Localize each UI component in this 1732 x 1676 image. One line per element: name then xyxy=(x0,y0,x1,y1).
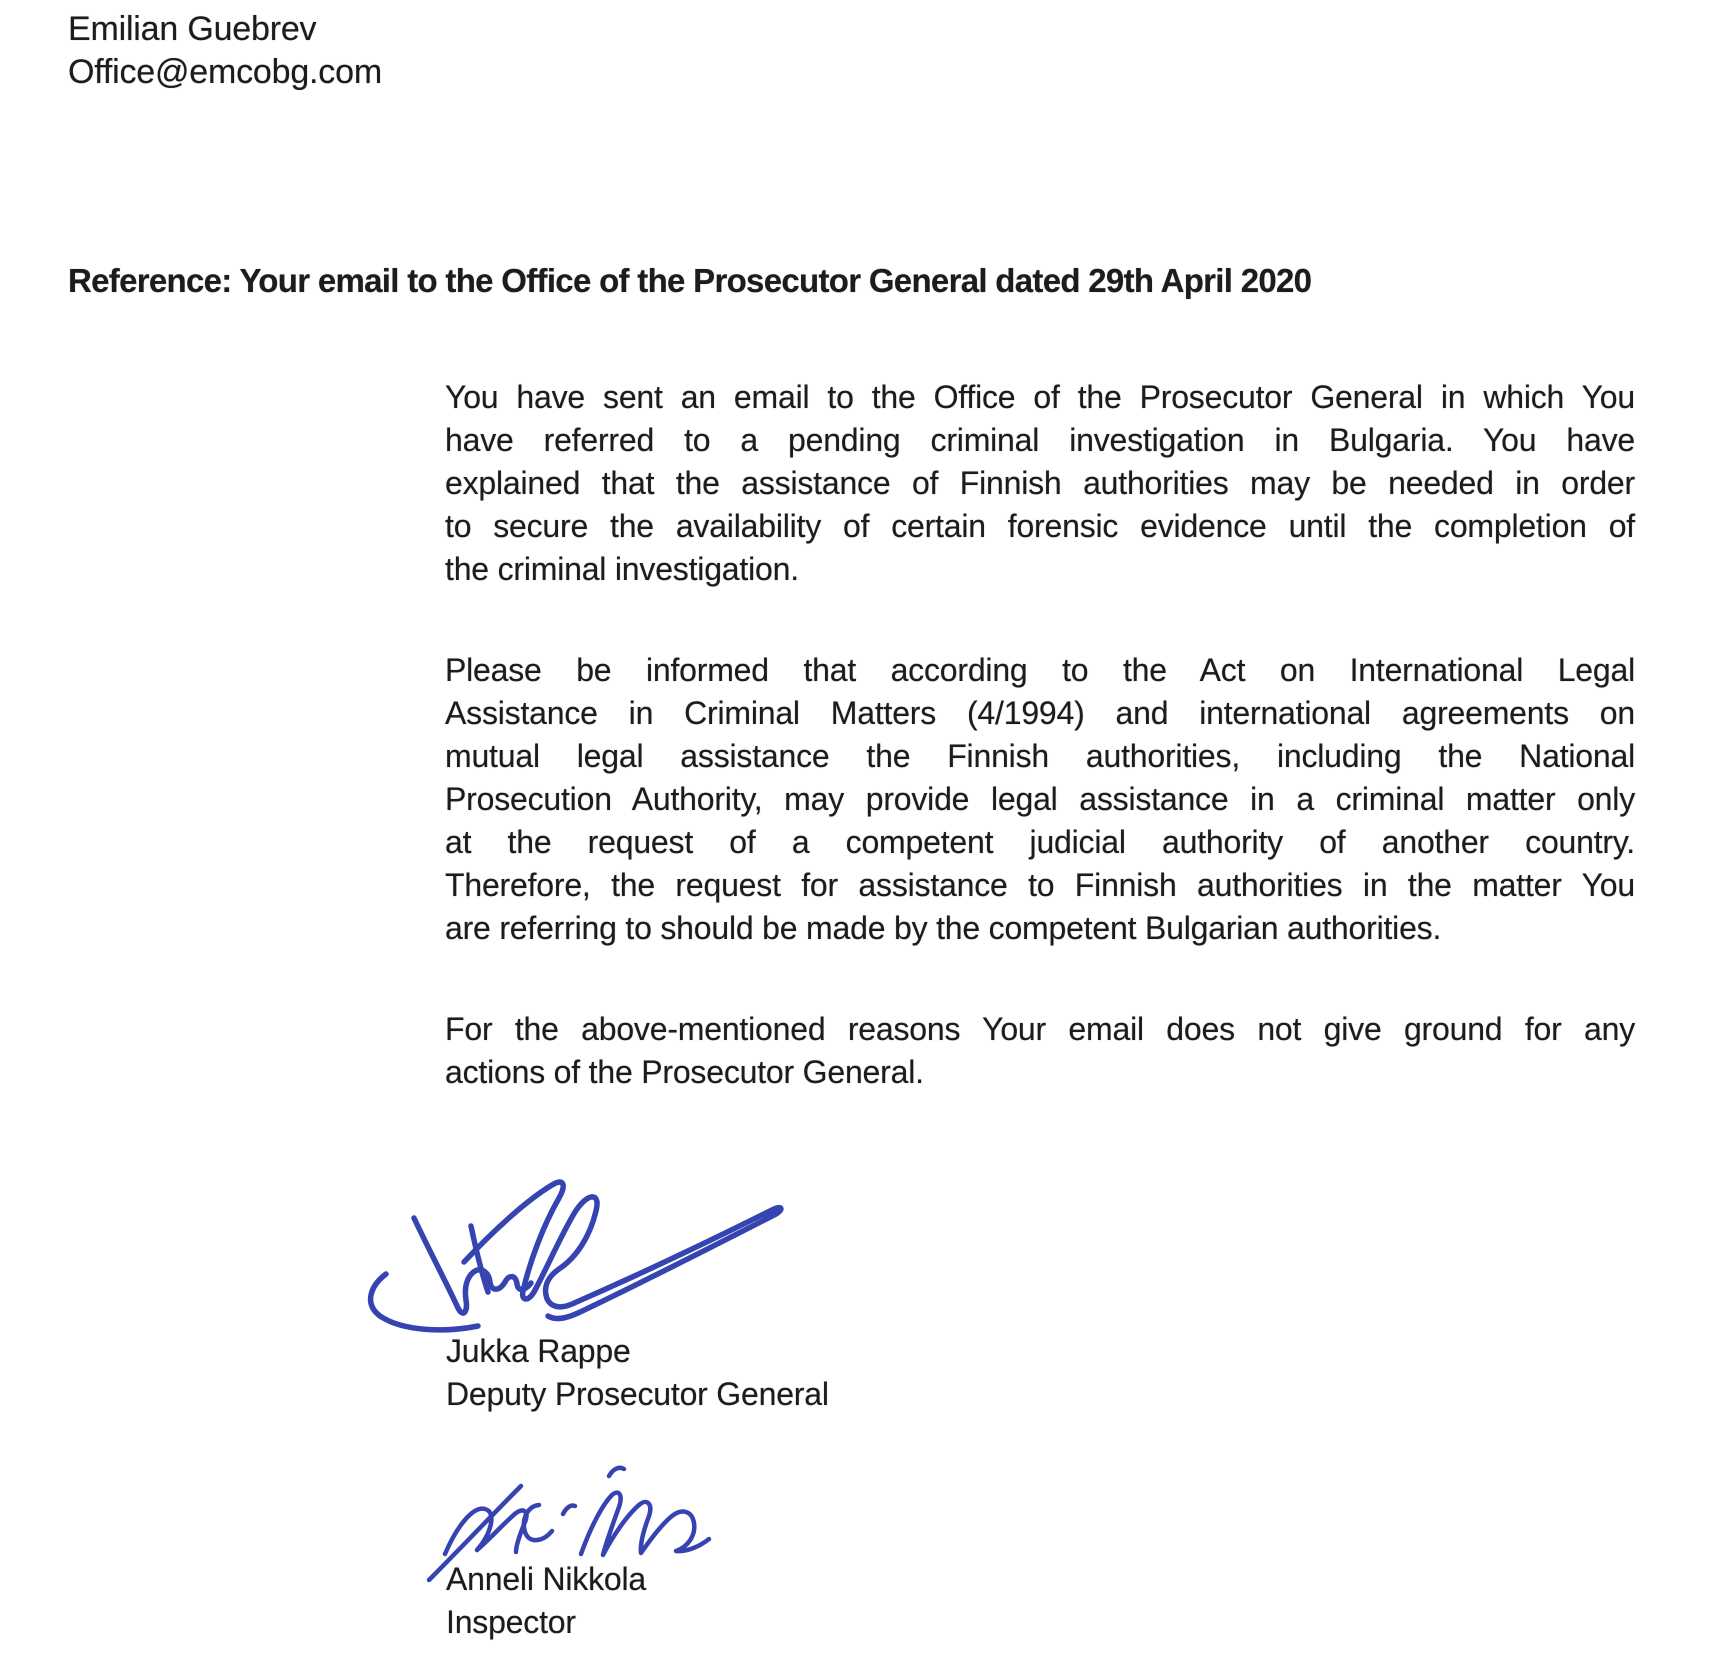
body-line: actions of the Prosecutor General. xyxy=(445,1054,924,1090)
body-line: For the above-mentioned reasons Your email does not give ground for any xyxy=(445,1011,1635,1047)
letter-body xyxy=(445,376,1635,1152)
body-line: explained that the assistance of Finnish authorities may be needed in order xyxy=(445,465,1635,501)
signature-stroke xyxy=(524,1505,575,1540)
signature-stroke xyxy=(445,1509,526,1554)
body-paragraph-1 xyxy=(445,376,1635,591)
signature-jukka-rappe xyxy=(350,1080,790,1340)
signer-title: Inspector xyxy=(446,1604,576,1640)
body-line: mutual legal assistance the Finnish authorities, including the National xyxy=(445,738,1635,774)
body-line: Prosecution Authority, may provide legal assistance in a criminal matter only xyxy=(445,781,1635,817)
body-line: Assistance in Criminal Matters (4/1994) and international agreements on xyxy=(445,695,1635,731)
body-line: Therefore, the request for assistance to Finnish authorities in the matter You xyxy=(445,867,1635,903)
signature-stroke xyxy=(581,1493,709,1555)
body-line: are referring to should be made by the competent Bulgarian authorities. xyxy=(445,910,1442,946)
sender-block xyxy=(68,8,382,94)
body-line: to secure the availability of certain forensic evidence until the completion of xyxy=(445,508,1635,544)
body-line: the criminal investigation. xyxy=(445,551,799,587)
signer-block-2 xyxy=(446,1558,646,1644)
signer-name: Anneli Nikkola xyxy=(446,1561,646,1597)
body-line: have referred to a pending criminal investigation in Bulgaria. You have xyxy=(445,422,1635,458)
signer-name: Jukka Rappe xyxy=(446,1333,631,1369)
signer-block-1 xyxy=(446,1330,829,1416)
reference-line: Reference: Your email to the Office of the Prosecutor General dated 29th April 2020 xyxy=(68,262,1312,299)
signer-title: Deputy Prosecutor General xyxy=(446,1376,829,1412)
sender-name: Emilian Guebrev xyxy=(68,10,317,48)
signature-stroke xyxy=(609,1468,624,1476)
body-line: Please be informed that according to the Act on International Legal xyxy=(445,652,1635,688)
signature-stroke xyxy=(464,1182,781,1319)
body-line: You have sent an email to the Office of the Prosecutor General in which You xyxy=(445,379,1635,415)
signature-stroke xyxy=(371,1274,478,1330)
body-line: at the request of a competent judicial authority of another country. xyxy=(445,824,1635,860)
body-paragraph-2 xyxy=(445,649,1635,950)
sender-email: Office@emcobg.com xyxy=(68,53,382,91)
signature-stroke xyxy=(471,1226,488,1292)
